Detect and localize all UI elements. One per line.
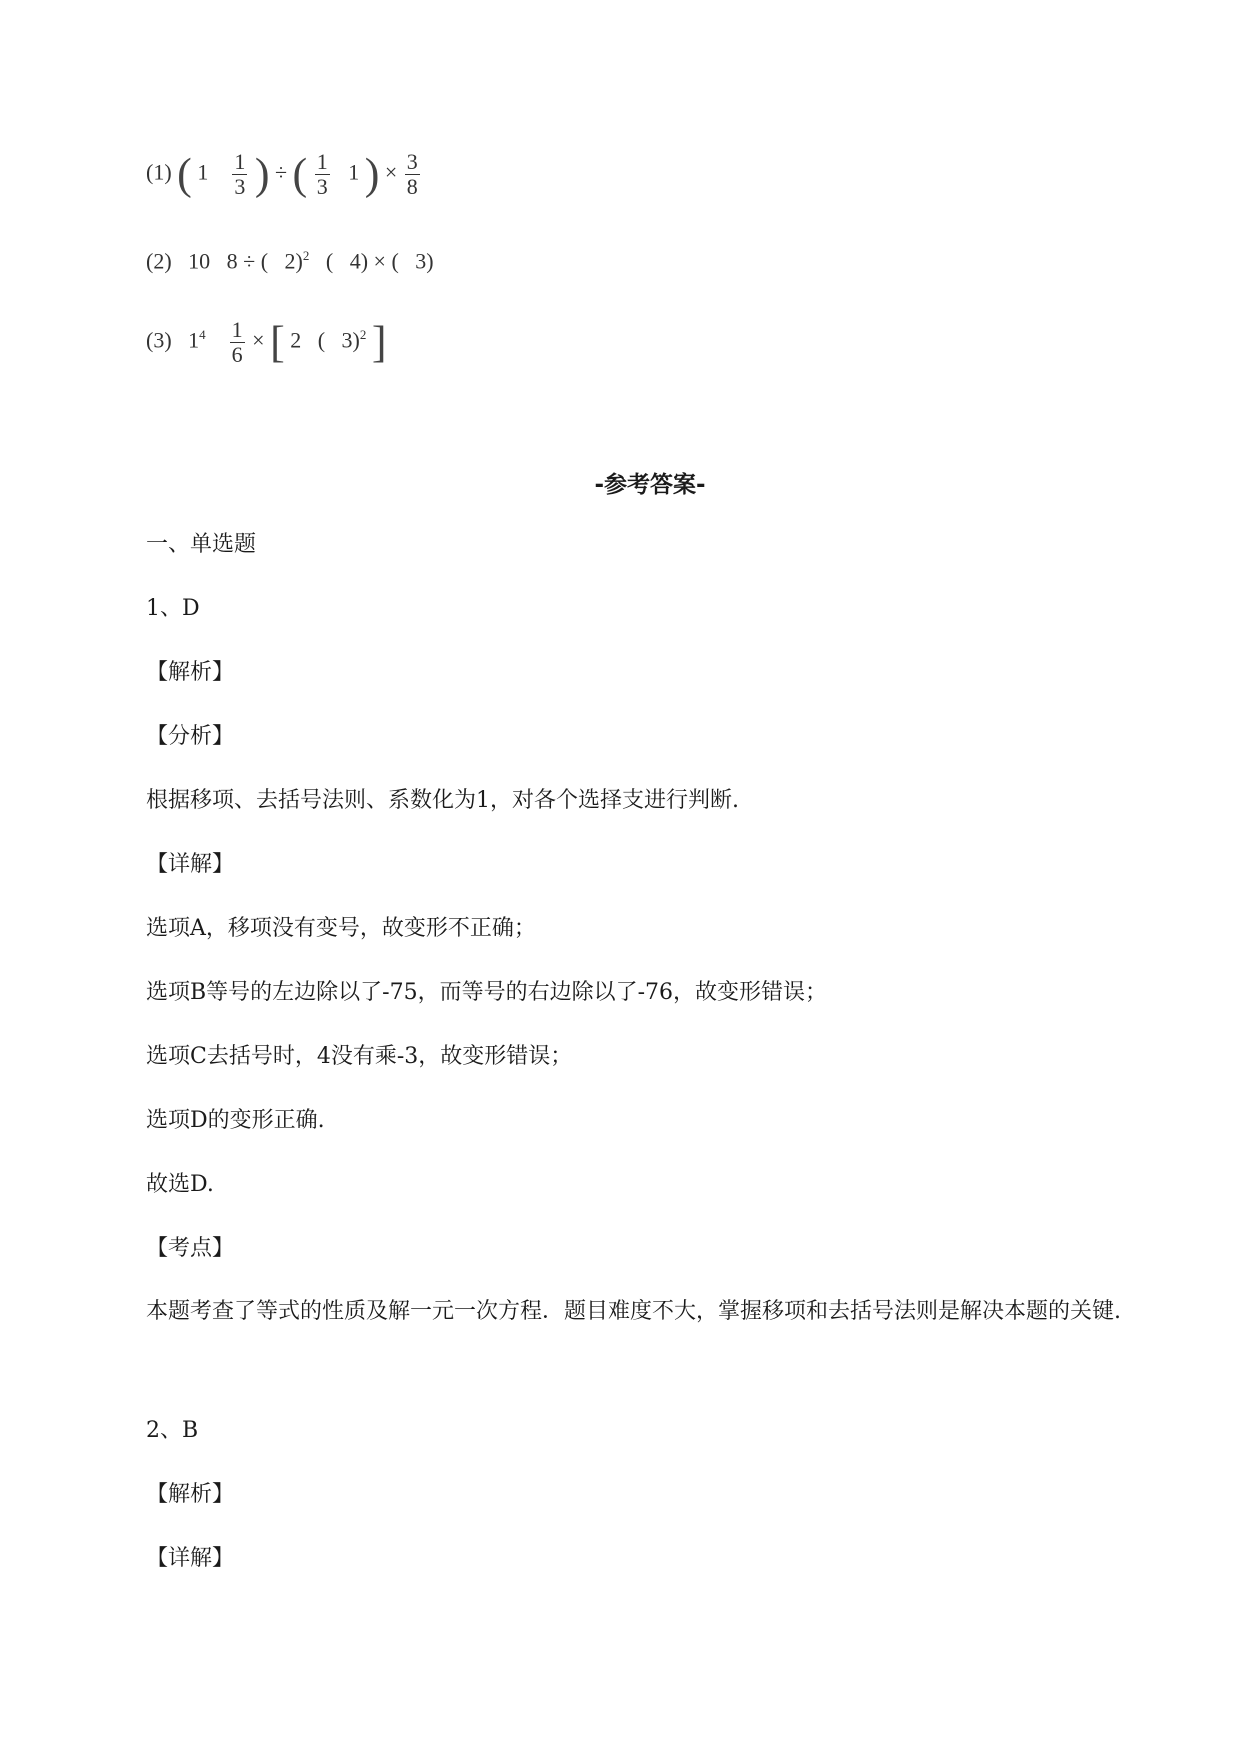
option-b-text: 选项B等号的左边除以了-75，而等号的右边除以了-76，故变形错误；: [146, 980, 828, 1005]
jiexi-heading: 【解析】: [146, 1482, 235, 1507]
close-paren: ): [364, 149, 380, 199]
close-paren: ): [254, 149, 270, 199]
analysis-text: 根据移项、去括号法则、系数化为1，对各个选择支进行判断.: [146, 788, 739, 813]
jiexi-heading: 【解析】: [146, 660, 235, 685]
open-paren: (: [292, 149, 308, 199]
point-text: 本题考查了等式的性质及解一元一次方程．题目难度不大，掌握移项和去括号法则是解决本题的关键.: [146, 1299, 1121, 1324]
answer-title: -参考答案-: [594, 472, 706, 498]
problem-1: [146, 150, 422, 199]
close-bracket: ]: [371, 317, 387, 367]
fraction: $\frac{1}{6}$: [231, 317, 243, 367]
problem-2-label: (2): [146, 248, 172, 274]
expression: 10 8 ÷ ( 2): [188, 248, 303, 274]
fraction: $\frac{1}{3}$: [316, 149, 328, 199]
exponent: 4: [199, 327, 206, 343]
xiangjie-heading: 【详解】: [146, 1546, 235, 1571]
section-heading: 一、单选题: [146, 532, 257, 557]
option-c-text: 选项C去括号时，4没有乘-3，故变形错误；: [146, 1044, 573, 1069]
problem-3: [146, 318, 387, 367]
term: 1: [197, 159, 209, 185]
question-2-number: 2、B: [146, 1418, 199, 1443]
fraction: $\frac{3}{8}$: [406, 149, 418, 199]
expression: ( 4) × ( 3): [309, 248, 434, 274]
exponent: 2: [302, 248, 310, 263]
open-paren: (: [177, 149, 192, 199]
fenxi-heading: 【分析】: [146, 724, 235, 749]
open-bracket: [: [270, 317, 285, 367]
option-d-text: 选项D的变形正确.: [146, 1108, 325, 1133]
times-sign: ×: [384, 159, 398, 185]
question-1-number: 1、D: [146, 596, 200, 621]
times-sign: ×: [252, 327, 265, 353]
divide-sign: ÷: [274, 159, 288, 185]
exponent: 2: [359, 327, 367, 343]
problem-1-label: (1): [146, 159, 172, 185]
problem-3-label: (3): [146, 327, 172, 353]
expression: 2 ( 3): [290, 327, 360, 353]
term: 1: [188, 327, 200, 353]
term: 1: [348, 159, 360, 185]
problem-2: [146, 248, 434, 274]
xiangjie-heading: 【详解】: [146, 852, 235, 877]
conclusion-text: 故选D.: [146, 1172, 214, 1197]
option-a-text: 选项A，移项没有变号，故变形不正确；: [146, 916, 536, 941]
kaodian-heading: 【考点】: [146, 1236, 235, 1261]
fraction: $\frac{1}{3}$: [234, 149, 246, 199]
